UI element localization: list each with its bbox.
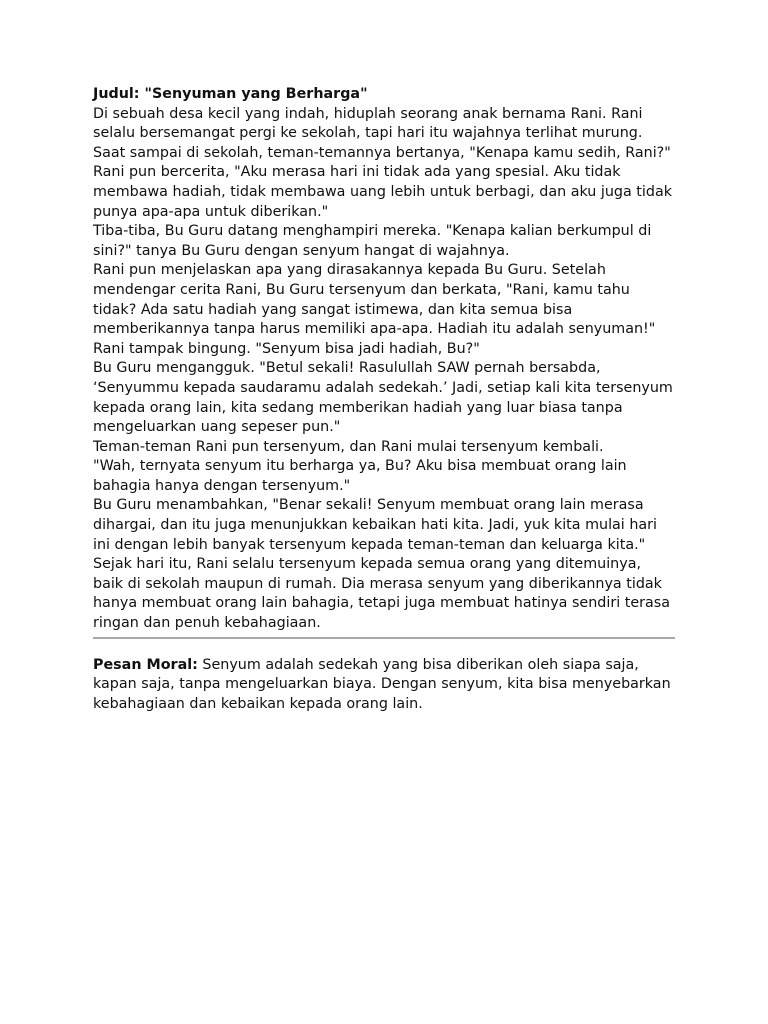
story-paragraph: Di sebuah desa kecil yang indah, hiduplah seorang anak bernama Rani. Rani selalu bersemangat pergi ke sekolah, tapi hari itu wajahnya terlihat murung. Saat sampai di sekolah, teman-temannya bertanya, "Kenapa kamu sedih, Rani?" [93, 105, 671, 161]
moral-label: Pesan Moral: [93, 656, 198, 673]
story-paragraph: Rani pun bercerita, "Aku merasa hari ini tidak ada yang spesial. Aku tidak membawa hadiah, tidak membawa uang lebih untuk berbagi, dan aku juga tidak punya apa-apa untuk diberikan." [93, 164, 673, 220]
story-paragraph: Tiba-tiba, Bu Guru datang menghampiri mereka. "Kenapa kalian berkumpul di sini?" tanya Bu Guru dengan senyum hangat di wajahnya. [93, 223, 652, 259]
story-title: Judul: "Senyuman yang Berharga" [93, 86, 368, 102]
story-body [93, 105, 675, 634]
story-paragraph: Rani pun menjelaskan apa yang dirasakannya kepada Bu Guru. Setelah mendengar cerita Rani, Bu Guru tersenyum dan berkata, "Rani, kamu tahu tidak? Ada satu hadiah yang sangat istimewa, dan kita semua bisa memberikannya tanpa harus memiliki apa-apa. Hadiah itu adalah senyuman!" [93, 262, 656, 338]
section-divider [93, 637, 675, 639]
story-paragraph: Sejak hari itu, Rani selalu tersenyum kepada semua orang yang ditemuinya, baik di sekolah maupun di rumah. Dia merasa senyum yang diberikannya tidak hanya membuat orang lain bahagia, tetapi juga membuat hatinya sendiri terasa ringan dan penuh kebahagiaan. [93, 556, 670, 632]
story-paragraph: Bu Guru mengangguk. "Betul sekali! Rasulullah SAW pernah bersabda, ‘Senyummu kepada saudaramu adalah sedekah.’ Jadi, setiap kali kita tersenyum kepada orang lain, kita sedang memberikan hadiah yang luar biasa tanpa mengeluarkan uang sepeser pun." [93, 360, 673, 436]
story-paragraph: Bu Guru menambahkan, "Benar sekali! Senyum membuat orang lain merasa dihargai, dan itu juga menunjukkan kebaikan hati kita. Jadi, yuk kita mulai hari ini dengan lebih banyak tersenyum kepada teman-teman dan keluarga kita." [93, 497, 658, 553]
story-paragraph: Teman-teman Rani pun tersenyum, dan Rani mulai tersenyum kembali. [93, 438, 604, 455]
document-page [93, 85, 675, 714]
story-paragraph: "Wah, ternyata senyum itu berharga ya, Bu? Aku bisa membuat orang lain bahagia hanya dengan tersenyum." [93, 458, 627, 494]
moral-message [93, 656, 675, 715]
moral-text: Senyum adalah sedekah yang bisa diberikan oleh siapa saja, kapan saja, tanpa mengeluarkan biaya. Dengan senyum, kita bisa menyebarkan kebahagiaan dan kebaikan kepada orang lain. [93, 656, 671, 712]
story-paragraph: Rani tampak bingung. "Senyum bisa jadi hadiah, Bu?" [93, 340, 480, 357]
